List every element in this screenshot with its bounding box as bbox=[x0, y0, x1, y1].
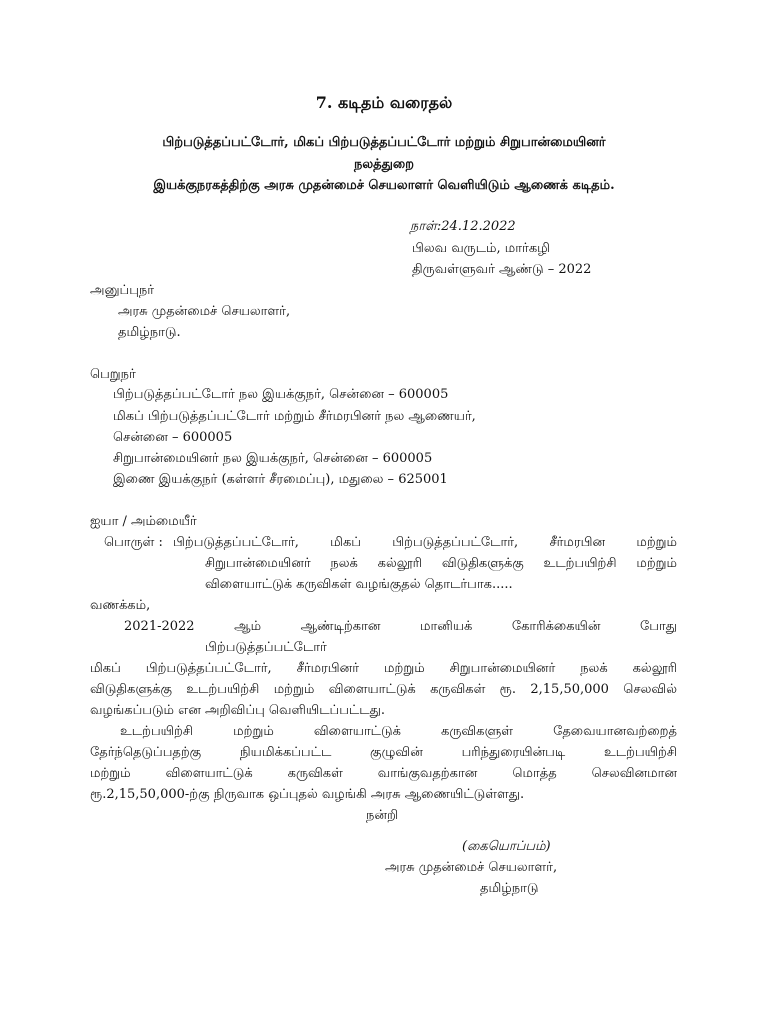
signature-designation: அரசு முதன்மைச் செயலாளர், bbox=[385, 860, 558, 875]
signature-place: தமிழ்நாடு bbox=[480, 881, 539, 896]
receiver-line: பிற்படுத்தப்பட்டோர் நல இயக்குநர், சென்னை – 600005 bbox=[113, 387, 449, 402]
tamil-year-line: பிலவ வருடம், மார்கழி bbox=[412, 241, 550, 256]
body-paragraph-1-line: விடுதிகளுக்கு உடற்பயிற்சி மற்றும் விளையாட்டுக் கருவிகள் ரூ. 2,15,50,000 செலவில் bbox=[90, 682, 677, 697]
receiver-line: சென்னை – 600005 bbox=[113, 430, 233, 445]
thanks: நன்றி bbox=[366, 808, 399, 823]
body-paragraph-1-line: 2021-2022 ஆம் ஆண்டிற்கான மானியக் கோரிக்கையின் போது bbox=[124, 619, 677, 634]
thiruvalluvar-year-line: திருவள்ளுவர் ஆண்டு – 2022 bbox=[412, 262, 592, 277]
greeting: வணக்கம், bbox=[90, 598, 151, 613]
signature-mark: (கையொப்பம்) bbox=[462, 839, 551, 854]
page-title: 7. கடிதம் வரைதல் bbox=[315, 93, 453, 112]
receiver-line: மிகப் பிற்படுத்தப்பட்டோர் மற்றும் சீர்மரபினர் நல ஆணையர், bbox=[113, 409, 476, 424]
body-paragraph-1-line: பிற்படுத்தப்பட்டோர் bbox=[205, 640, 327, 655]
receiver-line: சிறுபான்மையினர் நல இயக்குநர், சென்னை – 600005 bbox=[113, 451, 433, 466]
date-line: நாள்:24.12.2022 bbox=[410, 219, 516, 234]
body-paragraph-2-line: தேர்ந்தெடுப்பதற்கு நியமிக்கப்பட்ட குழுவின் பரிந்துரையின்படி உடற்பயிற்சி bbox=[90, 745, 677, 760]
sender-label: அனுப்புநர் bbox=[90, 283, 155, 298]
body-paragraph-2-line: உடற்பயிற்சி மற்றும் விளையாட்டுக் கருவிகளுள் தேவையானவற்றைத் bbox=[120, 724, 677, 739]
heading-line-2: நலத்துறை bbox=[353, 157, 415, 172]
subject-line: விளையாட்டுக் கருவிகள் வழங்குதல் தொடர்பாக..... bbox=[205, 577, 513, 592]
salutation: ஐயா / அம்மையீர் bbox=[90, 514, 197, 529]
heading-line-1: பிற்படுத்தப்பட்டோர், மிகப் பிற்படுத்தப்பட்டோர் மற்றும் சிறுபான்மையினர் bbox=[162, 135, 606, 150]
heading-line-3: இயக்குநரகத்திற்கு அரசு முதன்மைச் செயலாளர் வெளியிடும் ஆணைக் கடிதம். bbox=[153, 178, 615, 193]
receiver-label: பெறுநர் bbox=[90, 367, 136, 382]
body-paragraph-2-line: மற்றும் விளையாட்டுக் கருவிகள் வாங்குவதற்கான மொத்த செலவினமான bbox=[90, 766, 677, 781]
subject-line: சிறுபான்மையினர் நலக் கல்லூரி விடுதிகளுக்கு உடற்பயிற்சி மற்றும் bbox=[205, 556, 677, 571]
sender-line: அரசு முதன்மைச் செயலாளர், bbox=[118, 304, 291, 319]
sender-line: தமிழ்நாடு. bbox=[118, 325, 181, 340]
body-paragraph-1-line: வழங்கப்படும் என அறிவிப்பு வெளியிடப்பட்டது. bbox=[90, 703, 386, 718]
body-paragraph-1-line: மிகப் பிற்படுத்தப்பட்டோர், சீர்மரபினர் மற்றும் சிறுபான்மையினர் நலக் கல்லூரி bbox=[90, 661, 677, 676]
subject-line: பிற்படுத்தப்பட்டோர், மிகப் பிற்படுத்தப்பட்டோர், சீர்மரபின மற்றும் bbox=[173, 535, 677, 550]
subject-label: பொருள் : bbox=[104, 535, 163, 550]
receiver-line: இணை இயக்குநர் (கள்ளர் சீரமைப்பு), மதுலை – 625001 bbox=[113, 472, 448, 487]
body-paragraph-2-line: ரூ.2,15,50,000-ற்கு நிருவாக ஒப்புதல் வழங்கி அரசு ஆணையிட்டுள்ளது. bbox=[90, 787, 525, 802]
